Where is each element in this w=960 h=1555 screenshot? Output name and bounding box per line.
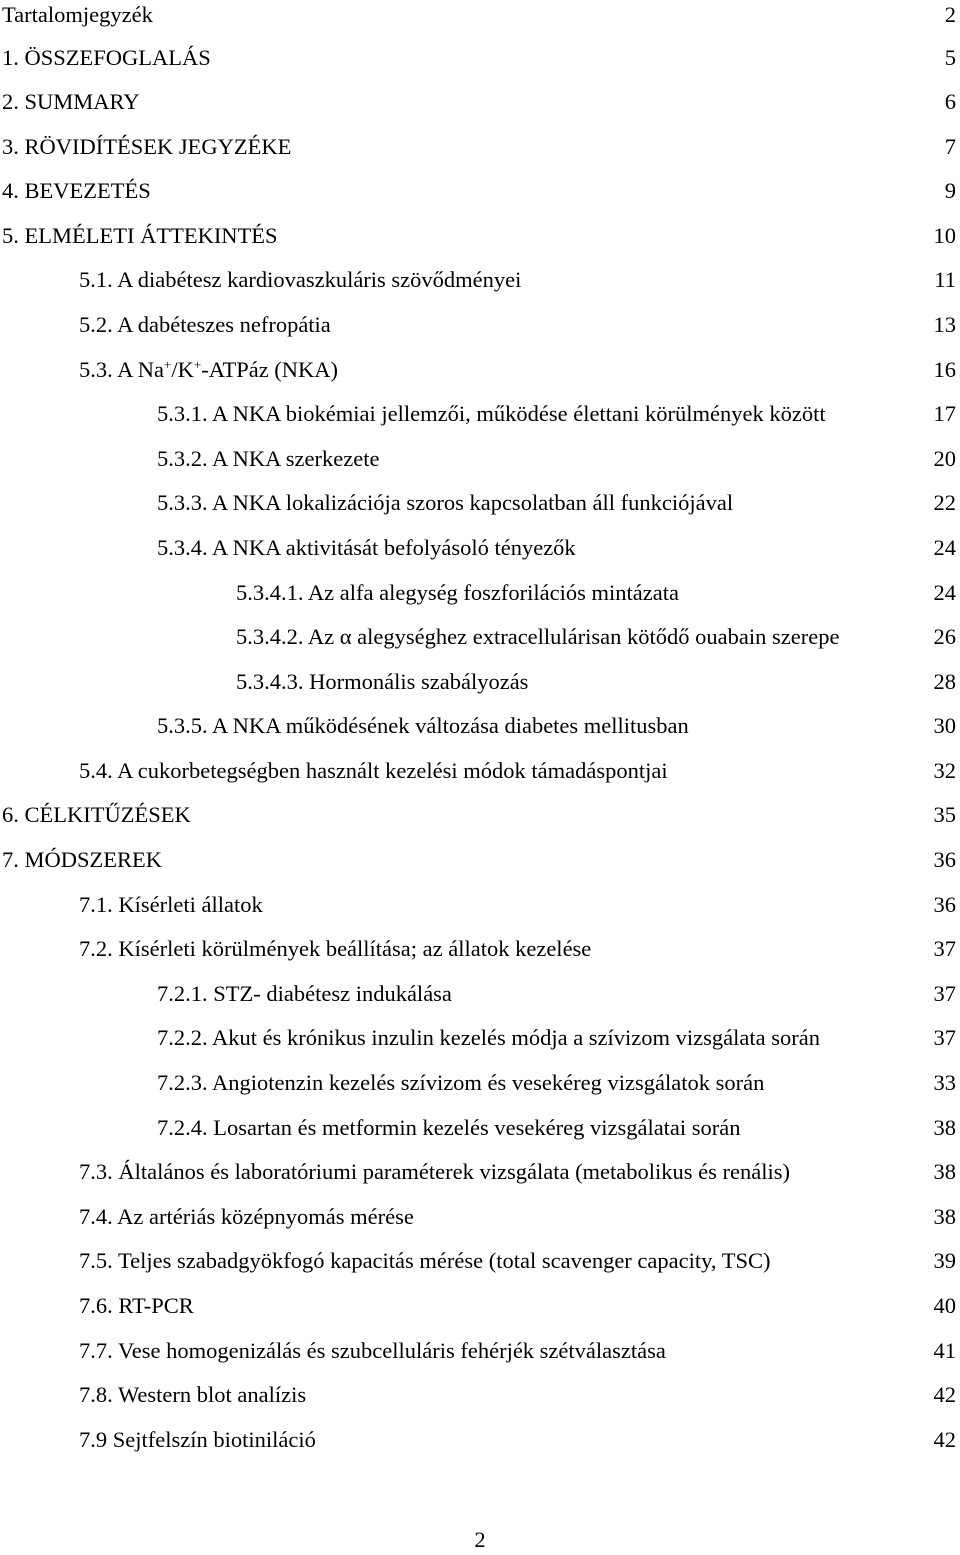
section-title: Hormonális szabályozás	[309, 669, 529, 694]
toc-entry	[0, 488, 960, 518]
section-number: 4.	[2, 178, 19, 203]
toc-entry	[0, 979, 960, 1009]
toc-entry	[0, 1425, 960, 1455]
toc-entry	[0, 667, 960, 697]
toc-entry	[0, 221, 960, 251]
title-part: -ATPáz (NKA)	[201, 357, 339, 382]
section-number: 5.4.	[79, 758, 113, 783]
section-title: Általános és laboratóriumi paraméterek vizsgálata (metabolikus és renális)	[118, 1159, 791, 1184]
toc-entry-label	[236, 578, 679, 608]
toc-entry-label	[79, 890, 263, 920]
toc-entry-label	[2, 221, 278, 251]
section-number: 5.3.3.	[157, 490, 208, 515]
toc-entry-label	[79, 1202, 414, 1232]
section-number: 5.1.	[79, 267, 113, 292]
toc-entry-label	[157, 1068, 764, 1098]
toc-page-number: 42	[933, 1427, 956, 1452]
toc-entry	[0, 890, 960, 920]
toc-entry-label	[157, 979, 452, 1009]
section-number: 7.5.	[79, 1248, 113, 1273]
toc-entry	[0, 399, 960, 429]
section-number: 7.2.2.	[157, 1025, 208, 1050]
toc-entry-label	[157, 1113, 741, 1143]
toc-entry-label	[79, 1380, 306, 1410]
toc-page-number: 36	[933, 892, 956, 917]
toc-entry-label	[2, 845, 162, 875]
toc-entry-label	[157, 711, 689, 741]
section-number: 7.2.	[79, 936, 113, 961]
toc-page-number: 37	[933, 936, 956, 961]
toc-entry-label	[79, 1246, 771, 1276]
toc-entry	[0, 1380, 960, 1410]
section-title: Akut és krónikus inzulin kezelés módja a szívizom vizsgálata során	[212, 1025, 820, 1050]
toc-entry	[0, 756, 960, 786]
section-title: A NKA aktivitását befolyásoló tényezők	[212, 535, 576, 560]
toc-page-number: 22	[933, 490, 956, 515]
toc-page-number: 37	[933, 1025, 956, 1050]
toc-page-number: 40	[933, 1293, 956, 1318]
toc-entry	[0, 43, 960, 73]
toc-entry-label	[2, 800, 191, 830]
section-title: CÉLKITŰZÉSEK	[24, 802, 191, 827]
section-title: Western blot analízis	[117, 1382, 307, 1407]
toc-page-number: 2	[944, 2, 956, 27]
toc-entry	[0, 1157, 960, 1187]
superscript-plus: +	[193, 357, 202, 372]
toc-page-number: 38	[933, 1204, 956, 1229]
section-number: 7.4.	[79, 1204, 113, 1229]
toc-entry	[0, 800, 960, 830]
toc-page-number: 5	[944, 45, 956, 70]
toc-page-number: 10	[933, 223, 956, 248]
section-title: A NKA szerkezete	[212, 446, 380, 471]
section-title: Angiotenzin kezelés szívizom és vesekéreg vizsgálatok során	[212, 1070, 765, 1095]
toc-entry-label	[236, 622, 839, 652]
section-title: Vese homogenizálás és szubcelluláris fehérjék szétválasztása	[117, 1338, 666, 1363]
section-number: 5.3.1.	[157, 401, 208, 426]
section-title: Kísérleti állatok	[118, 892, 263, 917]
toc-page-number: 32	[933, 758, 956, 783]
section-number: 1.	[2, 45, 19, 70]
section-title: A diabétesz kardiovaszkuláris szövődményei	[117, 267, 522, 292]
toc-entry-label	[236, 667, 528, 697]
section-title: A NKA lokalizációja szoros kapcsolatban áll funkciójával	[212, 490, 734, 515]
section-number: 6.	[2, 802, 19, 827]
section-number: 7.2.1.	[157, 981, 208, 1006]
toc-entry	[0, 132, 960, 162]
section-number: 5.3.4.1.	[236, 580, 304, 605]
section-number: 2.	[2, 89, 19, 114]
section-title: MÓDSZEREK	[24, 847, 163, 872]
toc-page-number: 39	[933, 1248, 956, 1273]
section-number: 5.3.	[79, 357, 113, 382]
toc-page-number: 41	[933, 1338, 956, 1363]
toc-page-number: 7	[944, 134, 956, 159]
section-number: 5.	[2, 223, 19, 248]
section-title	[117, 357, 338, 382]
toc-page-number: 30	[933, 713, 956, 738]
section-number: 5.3.4.	[157, 535, 208, 560]
section-number: 7.6.	[79, 1293, 113, 1318]
toc-entry	[0, 1113, 960, 1143]
superscript-plus: +	[164, 357, 172, 372]
section-title: ÖSSZEFOGLALÁS	[24, 45, 211, 70]
toc-page-number: 11	[934, 267, 956, 292]
section-title: Az artériás középnyomás mérése	[117, 1204, 414, 1229]
toc-entry-label	[79, 355, 338, 385]
toc-entry	[0, 578, 960, 608]
section-title: A NKA biokémiai jellemzői, működése élettani körülmények között	[212, 401, 826, 426]
toc-page-number: 38	[933, 1115, 956, 1140]
title-part: /K	[171, 357, 194, 382]
toc-page-number: 35	[933, 802, 956, 827]
toc-entry-label	[157, 399, 826, 429]
toc-page-number: 24	[933, 580, 956, 605]
toc-entry	[0, 1291, 960, 1321]
section-title: STZ- diabétesz indukálása	[213, 981, 452, 1006]
title-part: A Na	[117, 357, 165, 382]
toc-entry	[0, 711, 960, 741]
section-title: Sejtfelszín biotiniláció	[112, 1427, 316, 1452]
section-title: A cukorbetegségben használt kezelési módok támadáspontjai	[117, 758, 668, 783]
toc-page-number: 17	[933, 401, 956, 426]
toc-page-number: 13	[933, 312, 956, 337]
toc-page-number: 20	[933, 446, 956, 471]
toc-entry	[0, 622, 960, 652]
toc-entry-label	[157, 1023, 820, 1053]
section-title: Kísérleti körülmények beállítása; az állatok kezelése	[118, 936, 592, 961]
section-number: 7.8.	[79, 1382, 113, 1407]
section-title: ELMÉLETI ÁTTEKINTÉS	[24, 223, 278, 248]
toc-entry-label	[2, 132, 291, 162]
section-number: 7.7.	[79, 1338, 113, 1363]
toc-page-number: 37	[933, 981, 956, 1006]
toc-entry-label	[2, 43, 211, 73]
toc-page-number: 26	[933, 624, 956, 649]
toc-entry	[0, 1202, 960, 1232]
section-title: RT-PCR	[118, 1293, 194, 1318]
toc-title: Tartalomjegyzék	[2, 2, 153, 27]
toc-title-row	[0, 0, 960, 30]
toc-page-number: 38	[933, 1159, 956, 1184]
toc-page-number: 16	[933, 357, 956, 382]
toc-entry	[0, 265, 960, 295]
toc-page-number: 28	[933, 669, 956, 694]
toc-entry	[0, 355, 960, 385]
section-number: 5.3.4.3.	[236, 669, 304, 694]
toc-entry	[0, 444, 960, 474]
toc-page-number: 9	[944, 178, 956, 203]
section-title: A NKA működésének változása diabetes mellitusban	[212, 713, 689, 738]
toc-entry-label	[2, 176, 151, 206]
toc-page-number: 6	[944, 89, 956, 114]
section-number: 5.3.2.	[157, 446, 208, 471]
section-title: Az α alegységhez extracellulárisan kötődő ouabain szerepe	[307, 624, 840, 649]
toc-entry-label	[79, 1336, 666, 1366]
toc-entry-label	[157, 444, 379, 474]
section-number: 7.3.	[79, 1159, 113, 1184]
toc-entry	[0, 87, 960, 117]
section-number: 7.2.3.	[157, 1070, 208, 1095]
section-title: BEVEZETÉS	[24, 178, 151, 203]
toc-entry	[0, 533, 960, 563]
section-title: Az alfa alegység foszforilációs mintázata	[307, 580, 679, 605]
section-number: 5.3.5.	[157, 713, 208, 738]
section-title: A dabéteszes nefropátia	[117, 312, 331, 337]
toc-entry-label	[79, 756, 668, 786]
toc-entry	[0, 934, 960, 964]
toc-entry	[0, 1023, 960, 1053]
toc-entry-label	[79, 1425, 316, 1455]
section-number: 3.	[2, 134, 19, 159]
toc-page-number: 33	[933, 1070, 956, 1095]
section-title: Losartan és metformin kezelés vesekéreg vizsgálatai során	[213, 1115, 741, 1140]
toc-entry-label	[157, 533, 576, 563]
section-number: 7.	[2, 847, 19, 872]
toc-entry	[0, 1068, 960, 1098]
toc-entry	[0, 845, 960, 875]
section-number: 5.3.4.2.	[236, 624, 304, 649]
toc-entry	[0, 310, 960, 340]
toc-page-number: 24	[933, 535, 956, 560]
toc-page-number: 42	[933, 1382, 956, 1407]
section-number: 7.9	[79, 1427, 108, 1452]
toc-entry-label	[2, 87, 140, 117]
toc-entry-label	[79, 265, 521, 295]
toc-entry	[0, 1336, 960, 1366]
toc-entry-label	[79, 934, 591, 964]
toc-page-number: 36	[933, 847, 956, 872]
toc-entry-label	[157, 488, 733, 518]
section-number: 7.2.4.	[157, 1115, 208, 1140]
section-number: 7.1.	[79, 892, 113, 917]
section-title: SUMMARY	[24, 89, 140, 114]
toc-entry	[0, 176, 960, 206]
section-title: RÖVIDÍTÉSEK JEGYZÉKE	[24, 134, 292, 159]
toc-entry-label	[79, 1291, 194, 1321]
section-number: 5.2.	[79, 312, 113, 337]
section-title: Teljes szabadgyökfogó kapacitás mérése (total scavenger capacity, TSC)	[117, 1248, 771, 1273]
toc-entry-label	[79, 310, 331, 340]
footer-page-number: 2	[474, 1527, 486, 1552]
toc-entry-label	[79, 1157, 790, 1187]
toc-entry	[0, 1246, 960, 1276]
